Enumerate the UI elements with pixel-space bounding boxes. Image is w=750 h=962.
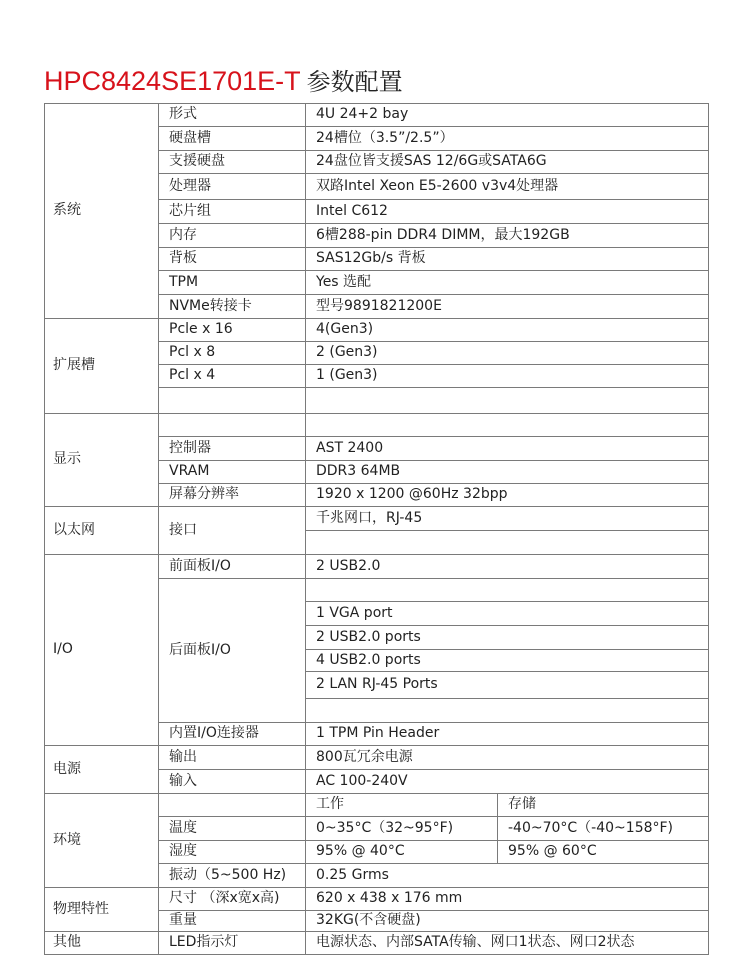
table-cell	[306, 531, 709, 555]
table-cell	[159, 794, 306, 817]
table-row	[45, 414, 709, 437]
table-cell: VRAM	[159, 461, 306, 484]
table-cell: 1 VGA port	[306, 602, 709, 626]
category-cell: 扩展槽	[45, 319, 159, 414]
table-cell: Pcl x 8	[159, 342, 306, 365]
table-cell: DDR3 64MB	[306, 461, 709, 484]
category-cell: 显示	[45, 414, 159, 507]
table-cell: 620 x 438 x 176 mm	[306, 888, 709, 911]
category-cell: 其他	[45, 932, 159, 955]
table-row	[45, 794, 709, 817]
table-cell: 屏幕分辨率	[159, 484, 306, 507]
table-cell: 千兆网口，RJ-45	[306, 507, 709, 531]
table-cell: 处理器	[159, 174, 306, 200]
table-cell: 2 (Gen3)	[306, 342, 709, 365]
table-cell: 前面板I/O	[159, 555, 306, 579]
title-suffix: 参数配置	[306, 68, 403, 96]
spec-table	[44, 103, 709, 955]
table-cell: 4 USB2.0 ports	[306, 650, 709, 672]
table-cell	[159, 414, 306, 437]
table-cell: AST 2400	[306, 437, 709, 461]
table-cell: 背板	[159, 248, 306, 271]
category-cell: 以太网	[45, 507, 159, 555]
category-cell: I/O	[45, 555, 159, 746]
table-cell: AC 100-240V	[306, 770, 709, 794]
table-cell: TPM	[159, 271, 306, 295]
table-cell: Pcl x 4	[159, 365, 306, 388]
category-cell: 环境	[45, 794, 159, 888]
table-cell: 尺寸 （深x宽x高)	[159, 888, 306, 911]
table-row	[45, 319, 709, 342]
table-cell: 存储	[498, 794, 709, 817]
table-cell: 0.25 Grms	[306, 864, 709, 888]
table-cell	[306, 388, 709, 414]
table-cell: 1 (Gen3)	[306, 365, 709, 388]
table-cell: 输出	[159, 746, 306, 770]
table-cell: 控制器	[159, 437, 306, 461]
table-cell: 硬盘槽	[159, 127, 306, 151]
table-cell	[306, 699, 709, 723]
table-row	[45, 888, 709, 911]
table-cell: 2 USB2.0 ports	[306, 626, 709, 650]
table-cell: 形式	[159, 104, 306, 127]
table-cell: 32KG(不含硬盘)	[306, 911, 709, 932]
table-cell: 温度	[159, 817, 306, 841]
page-title	[44, 62, 403, 97]
table-cell: 6槽288-pin DDR4 DIMM，最大192GB	[306, 224, 709, 248]
table-cell: 1920 x 1200 @60Hz 32bpp	[306, 484, 709, 507]
table-cell: Pcle x 16	[159, 319, 306, 342]
table-row	[45, 746, 709, 770]
table-cell: 电源状态、内部SATA传输、网口1状态、网口2状态	[306, 932, 709, 955]
table-cell: 后面板I/O	[159, 579, 306, 723]
table-cell: 1 TPM Pin Header	[306, 723, 709, 746]
table-cell: LED指示灯	[159, 932, 306, 955]
category-cell: 电源	[45, 746, 159, 794]
table-cell	[306, 414, 709, 437]
table-cell: Yes 选配	[306, 271, 709, 295]
table-cell: 24盘位皆支援SAS 12/6G或SATA6G	[306, 151, 709, 174]
table-cell: 2 USB2.0	[306, 555, 709, 579]
table-cell: 内置I/O连接器	[159, 723, 306, 746]
table-cell: 重量	[159, 911, 306, 932]
table-cell: 支援硬盘	[159, 151, 306, 174]
table-cell: SAS12Gb/s 背板	[306, 248, 709, 271]
table-cell	[306, 579, 709, 602]
table-cell: 800瓦冗余电源	[306, 746, 709, 770]
table-cell: 接口	[159, 507, 306, 555]
category-cell: 系统	[45, 104, 159, 319]
table-cell: 型号9891821200E	[306, 295, 709, 319]
table-cell: 振动（5~500 Hz)	[159, 864, 306, 888]
table-cell: 4(Gen3)	[306, 319, 709, 342]
table-cell: NVMe转接卡	[159, 295, 306, 319]
table-cell: 工作	[306, 794, 498, 817]
table-cell: 24槽位（3.5”/2.5”）	[306, 127, 709, 151]
table-row	[45, 555, 709, 579]
table-cell: 芯片组	[159, 200, 306, 224]
spec-table-body	[45, 104, 709, 955]
table-row	[45, 104, 709, 127]
table-cell: 95% @ 40°C	[306, 841, 498, 864]
table-cell: Intel C612	[306, 200, 709, 224]
table-cell: 湿度	[159, 841, 306, 864]
table-cell: 输入	[159, 770, 306, 794]
table-cell: 2 LAN RJ-45 Ports	[306, 672, 709, 699]
table-cell: 4U 24+2 bay	[306, 104, 709, 127]
table-cell: 0~35°C（32~95°F)	[306, 817, 498, 841]
table-row	[45, 932, 709, 955]
table-cell: -40~70°C（-40~158°F)	[498, 817, 709, 841]
table-cell	[159, 388, 306, 414]
category-cell: 物理特性	[45, 888, 159, 932]
table-cell: 双路Intel Xeon E5-2600 v3v4处理器	[306, 174, 709, 200]
table-cell: 内存	[159, 224, 306, 248]
model-number: HPC8424SE1701E-T	[44, 66, 301, 96]
table-row	[45, 507, 709, 531]
table-cell: 95% @ 60°C	[498, 841, 709, 864]
